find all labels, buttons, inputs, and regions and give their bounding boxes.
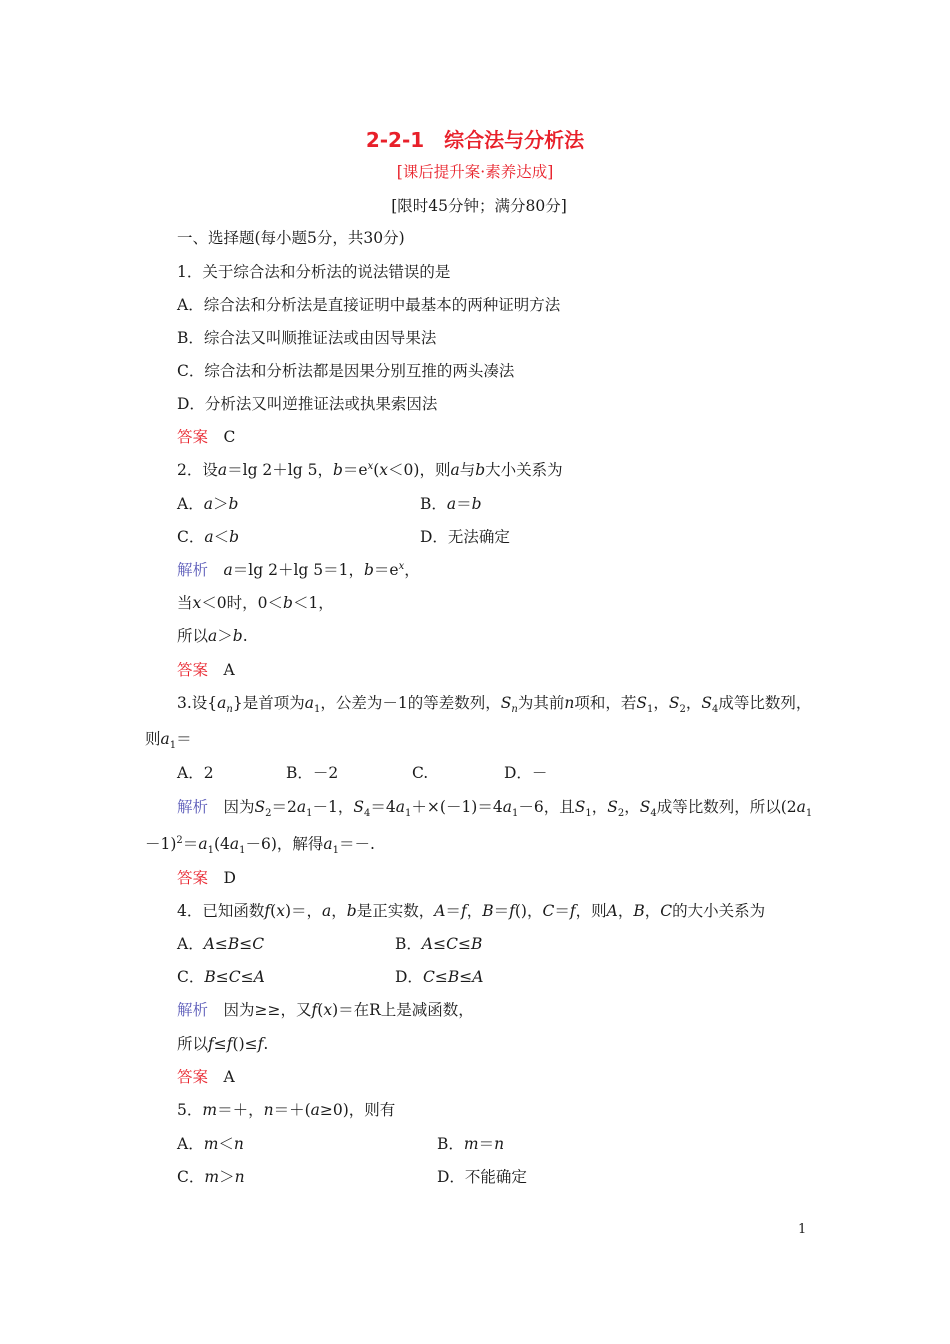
q5-option-b: B．m＝n: [437, 1135, 505, 1153]
q4-option-a: A．A≤B≤C: [177, 935, 265, 953]
analysis-label: 解析: [177, 798, 209, 816]
answer-label: 答案: [177, 661, 209, 679]
q3-stem-line2: 则$a_1=$: [145, 730, 192, 752]
q2-answer: [177, 660, 235, 680]
q1-option-d: D．分析法又叫逆推证法或执果索因法: [177, 395, 438, 413]
q1-option-b: B．综合法又叫顺推证法或由因导果法: [177, 329, 437, 347]
q5-option-c: C．m＞n: [177, 1168, 245, 1186]
q2-option-c: C．a＜b: [177, 528, 240, 546]
q3-answer: [177, 868, 236, 888]
q4-option-d: D．C≤B≤A: [395, 968, 484, 986]
q3-stem: 3.设$\{a_n\}$是首项为$a_1$，公差为－1的等差数列，$S_n$为其前n项和，若$S_1$，$S_2$，$S_4$成等比数列，: [177, 694, 812, 716]
subtitle: [课后提升案·素养达成]: [396, 163, 554, 181]
q4-stem: 4．已知函数f(x)＝，a，b是正实数，A＝f，B＝f()，C＝f，则A，B，C的大小关系为: [177, 902, 766, 920]
q3-analysis: 解析 因为$S_2=2a_1-1$，$S_4=4a_1+\times(-1)=4a_1-6$，且$S_1$，$S_2$，$S_4$成等比数列，所以($2a_1$: [177, 798, 813, 820]
q2-option-d: D．无法确定: [420, 528, 510, 546]
q4-option-c: C．B≤C≤A: [177, 968, 265, 986]
q2-option-b: B．a＝b: [420, 495, 482, 513]
q4-answer-value: A: [223, 1068, 235, 1086]
page-title: 2-2-1 综合法与分析法: [365, 128, 585, 152]
q3-option-a: A．2: [177, 764, 214, 782]
q4-answer: [177, 1067, 235, 1087]
q2-answer-value: A: [223, 661, 235, 679]
section-heading: 一、选择题(每小题5分，共30分): [177, 229, 405, 247]
q2-analysis-line2: 当x＜0时，0＜b＜1，: [177, 594, 334, 612]
q4-analysis: 解析 因为≥≥，又f(x)＝在R上是减函数，: [177, 1001, 474, 1019]
q4-analysis-line2: 所以f≤f()≤f.: [177, 1035, 269, 1053]
q5-stem: 5．m＝＋，n＝＋(a≥0)，则有: [177, 1101, 396, 1119]
analysis-label: 解析: [177, 561, 209, 579]
q3-option-d: D．－: [504, 764, 548, 782]
page-number: 1: [798, 1222, 807, 1237]
q2-option-a: A．a＞b: [177, 495, 239, 513]
q3-option-c: C.: [412, 764, 429, 782]
analysis-label: 解析: [177, 1001, 209, 1019]
q3-option-b: B．－2: [286, 764, 339, 782]
answer-label: 答案: [177, 1068, 209, 1086]
q1-answer: [177, 427, 235, 447]
q1-stem: 1．关于综合法和分析法的说法错误的是: [177, 263, 451, 281]
q3-answer-value: D: [223, 869, 236, 887]
time-limit: [限时45分钟；满分80分]: [391, 197, 567, 215]
answer-label: 答案: [177, 428, 209, 446]
q1-answer-value: C: [223, 428, 236, 446]
q3-analysis-line2: $-1)^2=a_1(4a_1-6)$，解得$a_1=-$.: [145, 834, 375, 857]
q2-analysis: 解析 a＝lg 2＋lg 5＝1，$b=e^x$，: [177, 560, 420, 579]
answer-label: 答案: [177, 869, 209, 887]
q2-analysis-line3: 所以a＞b.: [177, 627, 248, 645]
q4-option-b: B．A≤C≤B: [395, 935, 483, 953]
q2-stem: 2．设a＝lg 2＋lg 5，$b=e^x(x<0)$，则a与b大小关系为: [177, 460, 563, 479]
q1-option-c: C．综合法和分析法都是因果分别互推的两头凑法: [177, 362, 515, 380]
q5-option-d: D．不能确定: [437, 1168, 527, 1186]
q5-option-a: A．m＜n: [177, 1135, 244, 1153]
q1-option-a: A．综合法和分析法是直接证明中最基本的两种证明方法: [177, 296, 561, 314]
